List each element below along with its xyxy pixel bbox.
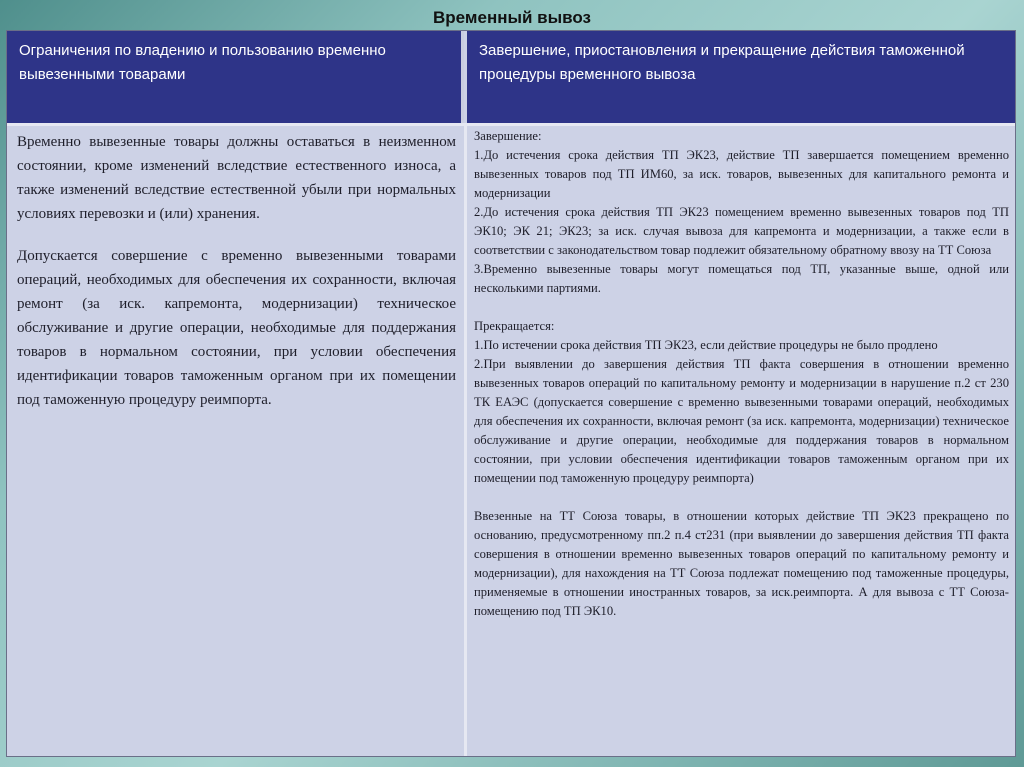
restrictions-paragraph: Допускается совершение с временно вывезенными товарами операций, необходимых для обеспечения их сохранности, включая ремонт (за иск. капремонта, модернизации) техническое обслуживание и другие операции, необходимые для поддержания товаров в нормальном состоянии, при условии обеспечения идентификации товаров таможенным органом при их помещении под таможенную процедуру реимпорта. bbox=[17, 248, 456, 408]
content-table bbox=[6, 30, 1016, 757]
termination-heading: Прекращается: bbox=[474, 319, 555, 333]
termination-item: 1.По истечении срока действия ТП ЭК23, если действие процедуры не было продлено bbox=[474, 338, 938, 352]
completion-item: 1.До истечения срока действия ТП ЭК23, действие ТП завершается помещением временно вывезенных товаров под ТП ИМ60, за иск. товаров, вывезенных для капитального ремонта и модернизации bbox=[474, 148, 1009, 200]
header-restrictions: Ограничения по владению и пользованию временно вывезенными товарами bbox=[7, 31, 464, 123]
completion-cell bbox=[467, 126, 1015, 621]
header-completion: Завершение, приостановления и прекращение действия таможенной процедуры временного вывоза bbox=[467, 31, 1015, 123]
completion-item: 3.Временно вывезенные товары могут помещаться под ТП, указанные выше, одной или несколькими партиями. bbox=[474, 262, 1009, 295]
slide-title: Временный вывоз bbox=[433, 8, 591, 27]
restrictions-paragraph: Временно вывезенные товары должны оставаться в неизменном состоянии, кроме изменений вследствие естественного износа, а также изменений вследствие естественной убыли при нормальных условиях перевозки и (или) хранения. bbox=[17, 134, 456, 222]
completion-item: 2.До истечения срока действия ТП ЭК23 помещением временно вывезенных товаров под ТП ЭК10; ЭК 21; ЭК23; за иск. случая вывоза для капремонта и модернизации, а также если в соответствии с законодательством товар подлежит обязательному обратному ввозу на ТТ Союза bbox=[474, 205, 1009, 257]
closing-paragraph: Ввезенные на ТТ Союза товары, в отношении которых действие ТП ЭК23 прекращено по основанию, предусмотренному пп.2 п.4 ст231 (при выявлении до завершения действия ТП факта совершения в отношении временно вывезенных товаров операций по капитальному ремонту и модернизации), для нахождения на ТТ Союза подлежат помещению под таможенные процедуры, применяемые в отношении иностранных товаров, за иск.реимпорта. А для вывоза с ТТ Союза- помещению под ТП ЭК10. bbox=[474, 509, 1009, 618]
termination-item: 2.При выявлении до завершения действия ТП факта совершения в отношении временно вывезенных товаров операций по капитальному ремонту и модернизации в нарушение п.2 ст 230 ТК ЕАЭС (допускается совершение с временно вывезенными товарами операций, необходимых для обеспечения их сохранности, включая ремонт (за иск. капремонта, модернизации) техническое обслуживание и другие операции, необходимые для поддержания товаров в нормальном состоянии, при условии обеспечения идентификации товаров таможенным органом при их помещении под таможенную процедуру реимпорта) bbox=[474, 357, 1009, 485]
completion-heading: Завершение: bbox=[474, 129, 542, 143]
restrictions-cell bbox=[7, 126, 464, 412]
